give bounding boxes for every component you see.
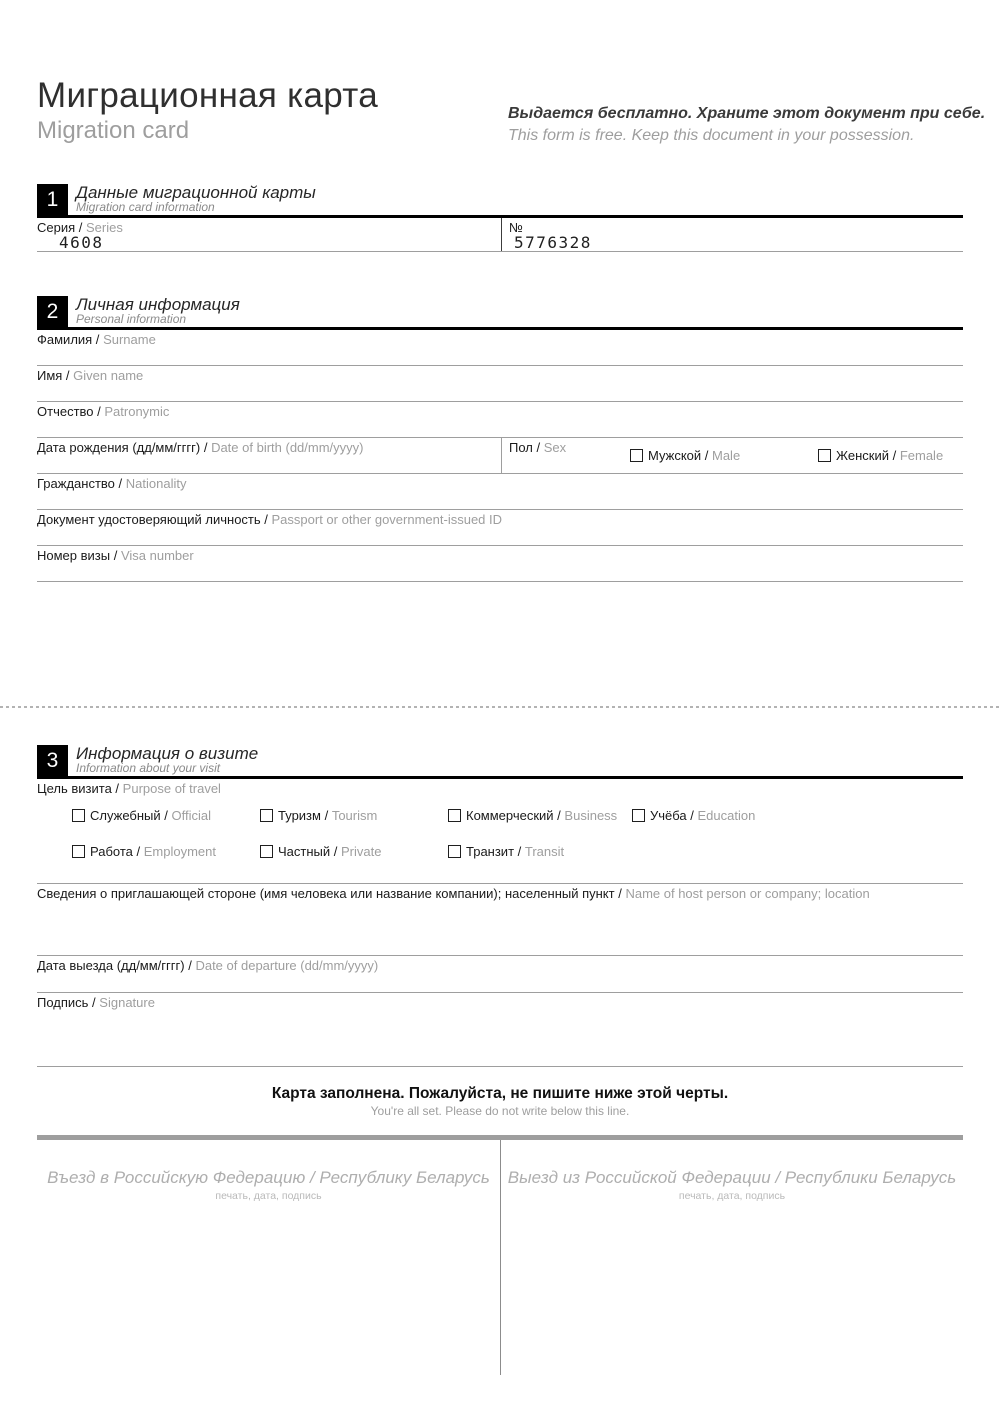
private-label-en: Private <box>340 844 382 859</box>
checkbox-female[interactable] <box>818 449 831 462</box>
checkbox-employment[interactable] <box>72 845 85 858</box>
patronymic-label-en: Patronymic <box>104 404 170 419</box>
birth-date-sex-row <box>37 438 963 474</box>
given-name-field[interactable] <box>37 366 963 402</box>
section-2-titles <box>76 296 240 327</box>
education-label-ru: Учёба / <box>650 808 694 823</box>
section-2-header <box>37 296 963 330</box>
host-label <box>37 884 963 901</box>
employment-label-ru: Работа / <box>90 844 141 859</box>
section-3-header <box>37 745 963 779</box>
tourism-label-ru: Туризм / <box>278 808 329 823</box>
purpose-official-option[interactable] <box>72 808 211 823</box>
surname-label-en: Surname <box>103 332 156 347</box>
sex-label-en: Sex <box>543 440 567 455</box>
purpose-private-option[interactable] <box>260 844 381 859</box>
purpose-business-option[interactable] <box>448 808 617 823</box>
private-label-ru: Частный / <box>278 844 338 859</box>
section-1-title: Данные миграционной карты <box>76 183 316 202</box>
page-subtitle: Migration card <box>37 117 190 144</box>
exit-stamp-area <box>500 1140 963 1375</box>
checkbox-private[interactable] <box>260 845 273 858</box>
purpose-transit-option[interactable] <box>448 844 564 859</box>
visa-number-label <box>37 546 963 563</box>
given-name-label-en: Given name <box>73 368 144 383</box>
female-label-ru: Женский / <box>836 448 897 463</box>
signature-label-en: Signature <box>99 995 155 1010</box>
purpose-tourism-option[interactable] <box>260 808 377 823</box>
checkbox-male[interactable] <box>630 449 643 462</box>
transit-label-en: Transit <box>524 844 565 859</box>
female-label-en: Female <box>899 448 944 463</box>
section-card-info <box>37 184 963 252</box>
host-label-en: Name of host person or company; location <box>625 886 870 901</box>
departure-label-en: Date of departure (dd/mm/yyyy) <box>195 958 379 973</box>
completion-note <box>37 1084 963 1119</box>
section-visit-info <box>37 745 963 1067</box>
signature-field[interactable] <box>37 993 963 1067</box>
departure-date-field[interactable] <box>37 956 963 993</box>
entry-stamp-title: Въезд в Российскую Федерацию / Республику Беларусь <box>47 1168 490 1187</box>
signature-label <box>37 993 963 1010</box>
page-title: Миграционная карта <box>37 76 379 115</box>
upper-content <box>0 184 1000 582</box>
notice-ru: Выдается бесплатно. Храните этот документ при себе. <box>508 105 986 122</box>
transit-label <box>466 844 564 859</box>
exit-stamp-title: Выезд из Российской Федерации / Республики Беларусь <box>507 1168 957 1187</box>
section-1-header <box>37 184 963 218</box>
checkbox-official[interactable] <box>72 809 85 822</box>
purpose-label-ru: Цель визита / <box>37 781 120 796</box>
document-label-ru: Документ удостоверяющий личность / <box>37 512 268 527</box>
visa-number-label-ru: Номер визы / <box>37 548 118 563</box>
departure-label <box>37 956 963 973</box>
host-label-ru: Сведения о приглашающей стороне (имя человека или название компании); населенный пункт / <box>37 886 622 901</box>
business-label-ru: Коммерческий / <box>466 808 561 823</box>
section-3-badge: 3 <box>37 745 68 776</box>
entry-stamp-area <box>37 1140 500 1375</box>
official-label-ru: Служебный / <box>90 808 168 823</box>
visa-number-label-en: Visa number <box>120 548 194 563</box>
birth-date-label <box>37 438 501 455</box>
transit-label-ru: Транзит / <box>466 844 522 859</box>
lower-content <box>0 745 1000 1119</box>
document-label-en: Passport or other government-issued ID <box>271 512 503 527</box>
series-value: 4608 <box>59 233 104 252</box>
series-label-ru: Серия / <box>37 220 83 235</box>
male-label <box>648 448 740 463</box>
section-2-subtitle: Personal information <box>76 312 187 326</box>
entry-stamp-caption: печать, дата, подпись <box>215 1190 322 1202</box>
checkbox-education[interactable] <box>632 809 645 822</box>
sex-male-option[interactable] <box>630 448 740 463</box>
employment-label-en: Employment <box>143 844 216 859</box>
patronymic-label <box>37 402 963 419</box>
cut-line <box>0 706 1000 708</box>
number-label-sign: № <box>509 220 523 235</box>
exit-stamp-caption: печать, дата, подпись <box>678 1190 786 1202</box>
notice-en: This form is free. Keep this document in your possession. <box>508 127 915 144</box>
signature-label-ru: Подпись / <box>37 995 96 1010</box>
male-label-ru: Мужской / <box>648 448 709 463</box>
completion-note-en: You're all set. Please do not write below this line. <box>370 1104 630 1118</box>
tourism-label <box>278 808 377 823</box>
purpose-of-travel-field <box>37 779 963 884</box>
number-field[interactable] <box>501 218 963 251</box>
female-label <box>836 448 943 463</box>
male-label-en: Male <box>712 448 741 463</box>
patronymic-field[interactable] <box>37 402 963 438</box>
section-1-badge: 1 <box>37 184 68 215</box>
departure-label-ru: Дата выезда (дд/мм/гггг) / <box>37 958 192 973</box>
series-field[interactable] <box>37 218 501 251</box>
nationality-label-en: Nationality <box>125 476 187 491</box>
purpose-label-en: Purpose of travel <box>122 781 221 796</box>
sex-label-ru: Пол / <box>509 440 541 455</box>
sex-field <box>501 438 963 473</box>
checkbox-business[interactable] <box>448 809 461 822</box>
private-label <box>278 844 381 859</box>
series-label <box>37 218 501 235</box>
birth-date-label-ru: Дата рождения (дд/мм/гггг) / <box>37 440 208 455</box>
section-personal-info <box>37 296 963 582</box>
section-3-subtitle: Information about your visit <box>76 761 221 775</box>
education-label-en: Education <box>697 808 756 823</box>
business-label-en: Business <box>564 808 618 823</box>
document-field[interactable] <box>37 510 963 546</box>
given-name-label <box>37 366 963 383</box>
checkbox-tourism[interactable] <box>260 809 273 822</box>
employment-label <box>90 844 216 859</box>
birth-date-field[interactable] <box>37 438 501 473</box>
business-label <box>466 808 617 823</box>
free-form-notice <box>508 103 985 147</box>
nationality-field[interactable] <box>37 474 963 510</box>
nationality-label <box>37 474 963 491</box>
section-2-badge: 2 <box>37 296 68 327</box>
official-label <box>90 808 211 823</box>
section-1-titles <box>76 184 316 215</box>
nationality-label-ru: Гражданство / <box>37 476 123 491</box>
host-field[interactable] <box>37 884 963 956</box>
given-name-label-ru: Имя / <box>37 368 70 383</box>
purpose-employment-option[interactable] <box>72 844 216 859</box>
number-value: 5776328 <box>514 233 592 252</box>
purpose-label <box>37 779 963 796</box>
birth-date-label-en: Date of birth (dd/mm/yyyy) <box>211 440 364 455</box>
page-header <box>0 0 1000 184</box>
document-label <box>37 510 963 527</box>
completion-note-ru: Карта заполнена. Пожалуйста, не пишите ниже этой черты. <box>271 1085 729 1102</box>
section-3-titles <box>76 745 258 776</box>
surname-label-ru: Фамилия / <box>37 332 100 347</box>
checkbox-transit[interactable] <box>448 845 461 858</box>
section-2-title: Личная информация <box>76 295 240 314</box>
official-label-en: Official <box>171 808 211 823</box>
sex-female-option[interactable] <box>818 448 943 463</box>
section-1-subtitle: Migration card information <box>76 200 215 214</box>
stamp-area <box>37 1135 963 1375</box>
surname-label <box>37 330 963 347</box>
section-3-title: Информация о визите <box>76 744 259 763</box>
purpose-education-option[interactable] <box>632 808 755 823</box>
series-label-en: Series <box>86 220 123 235</box>
series-number-row <box>37 218 963 252</box>
visa-number-field[interactable] <box>37 546 963 582</box>
education-label <box>650 808 755 823</box>
patronymic-label-ru: Отчество / <box>37 404 101 419</box>
surname-field[interactable] <box>37 330 963 366</box>
tourism-label-en: Tourism <box>331 808 378 823</box>
